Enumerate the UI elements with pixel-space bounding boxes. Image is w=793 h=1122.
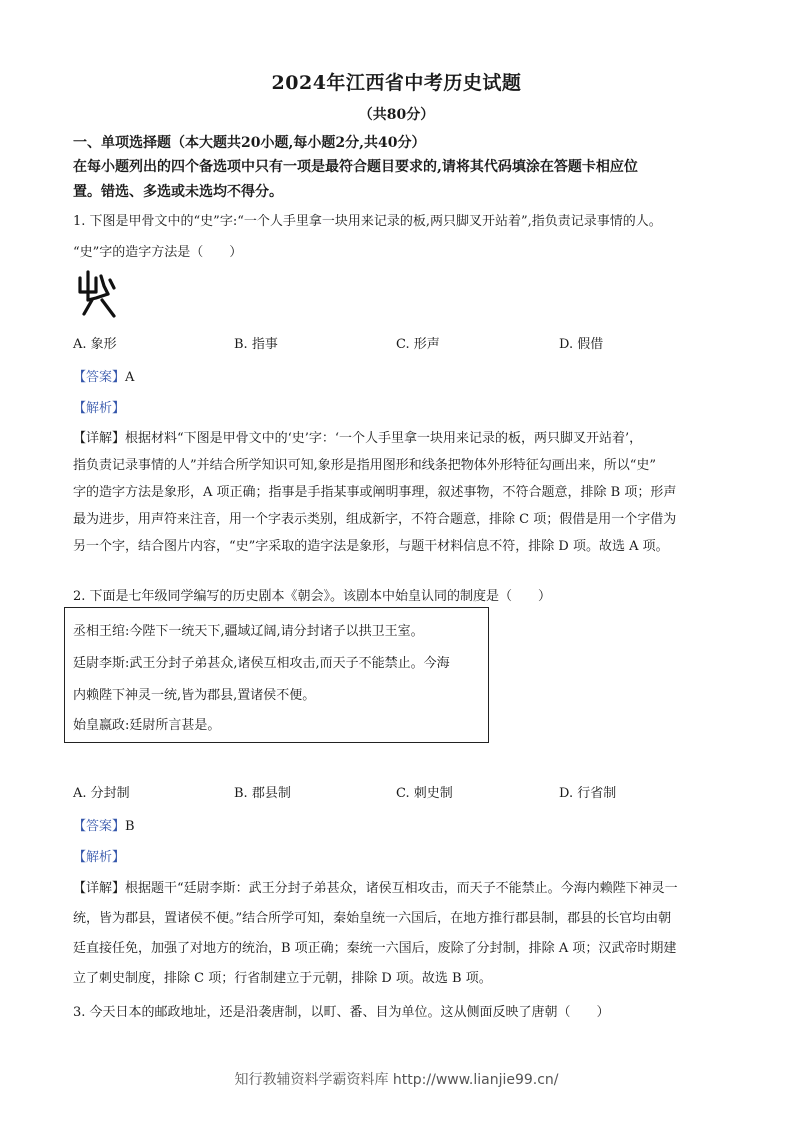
q1-analysis-tag: 【解析】 bbox=[73, 401, 126, 416]
q1-answer-tag: 【答案】 bbox=[73, 370, 126, 385]
q2-answer bbox=[73, 815, 135, 834]
q2-option-d: D. 行省制 bbox=[559, 786, 617, 801]
q1-detail-line-5: 另一个字，结合图片内容，“史”字采取的造字法是象形，与题干材料信息不符，排除 D 项。故选 A 项。 bbox=[73, 539, 669, 554]
q3-stem: 3. 今天日本的邮政地址，还是沿袭唐制，以町、番、目为单位。这从侧面反映了唐朝（ ） bbox=[73, 1005, 610, 1020]
footer-watermark[interactable]: 知行教辅资料学霸资料库 http://www.lianjie99.cn/ bbox=[234, 1072, 559, 1088]
q1-stem-line-1: 1. 下图是甲骨文中的“史”字:“一个人手里拿一块用来记录的板,两只脚叉开站着”,指负责记录事情的人。 bbox=[73, 214, 662, 229]
q2-detail-line-4: 立了刺史制度，排除 C 项；行省制建立于元朝，排除 D 项。故选 B 项。 bbox=[73, 971, 492, 986]
q2-option-c: C. 刺史制 bbox=[396, 786, 453, 801]
q1-answer-value: A bbox=[125, 370, 135, 385]
q2-detail-line-1: 【详解】根据题干“廷尉李斯：武王分封子弟甚众，诸侯互相攻击，而天子不能禁止。今海内赖陛下神灵一 bbox=[73, 881, 678, 896]
q1-stem-line-2: “史”字的造字方法是（ ） bbox=[73, 245, 243, 260]
section-instruction-1: 在每小题列出的四个备选项中只有一项是最符合题目要求的,请将其代码填涂在答题卡相应位 bbox=[73, 159, 638, 175]
script-line-1: 丞相王绾:今陛下一统天下,疆域辽阔,请分封诸子以拱卫王室。 bbox=[73, 624, 424, 639]
q1-option-a: A. 象形 bbox=[73, 337, 117, 352]
q1-detail-line-2: 指负责记录事情的人”并结合所学知识可知,象形是指用图形和线条把物体外形特征勾画出来，所以“史” bbox=[73, 458, 657, 473]
exam-subtitle: （共80分） bbox=[358, 107, 435, 123]
q2-detail-line-3: 廷直接任免，加强了对地方的统治，B 项正确；秦统一六国后，废除了分封制，排除 A 项；汉武帝时期建 bbox=[73, 941, 677, 956]
q1-option-b: B. 指事 bbox=[234, 337, 278, 352]
q1-detail-line-1: 【详解】根据材料“下图是甲骨文中的‘史’字：‘一个人手里拿一块用来记录的板，两只脚叉开站着’， bbox=[73, 431, 643, 446]
q1-answer bbox=[73, 366, 134, 385]
q2-answer-value: B bbox=[125, 819, 135, 834]
q1-option-c: C. 形声 bbox=[396, 337, 440, 352]
section-instruction-2: 置。错选、多选或未选均不得分。 bbox=[73, 184, 283, 200]
q2-stem: 2. 下面是七年级同学编写的历史剧本《朝会》。该剧本中始皇认同的制度是（ ） bbox=[73, 589, 552, 604]
q1-detail-line-3: 字的造字方法是象形，A 项正确；指事是手指某事或阐明事理，叙述事物，不符合题意，排除 B 项；形声 bbox=[73, 485, 677, 500]
q2-answer-tag: 【答案】 bbox=[73, 819, 126, 834]
q1-detail-line-4: 最为进步，用声符来注音，用一个字表示类别，组成新字，不符合题意，排除 C 项；假借是用一个字借为 bbox=[73, 512, 677, 527]
q2-option-b: B. 郡县制 bbox=[234, 786, 291, 801]
q2-analysis-tag: 【解析】 bbox=[73, 850, 126, 865]
q2-option-a: A. 分封制 bbox=[73, 786, 130, 801]
q2-detail-line-2: 统，皆为郡县，置诸侯不便。”结合所学可知，秦始皇统一六国后，在地方推行郡县制，郡县的长官均由朝 bbox=[73, 911, 672, 926]
script-line-2: 廷尉李斯:武王分封子弟甚众,诸侯互相攻击,而天子不能禁止。今海 bbox=[73, 656, 450, 671]
section-heading: 一、单项选择题（本大题共20小题,每小题2分,共40分） bbox=[73, 135, 426, 151]
script-excerpt-box bbox=[64, 607, 489, 743]
script-line-3: 内赖陛下神灵一统,皆为郡县,置诸侯不便。 bbox=[73, 688, 316, 703]
oracle-bone-shi-glyph-icon bbox=[74, 270, 120, 320]
script-line-4: 始皇嬴政:廷尉所言甚是。 bbox=[73, 718, 221, 733]
exam-title: 2024年江西省中考历史试题 bbox=[271, 72, 522, 94]
q1-option-d: D. 假借 bbox=[559, 337, 604, 352]
